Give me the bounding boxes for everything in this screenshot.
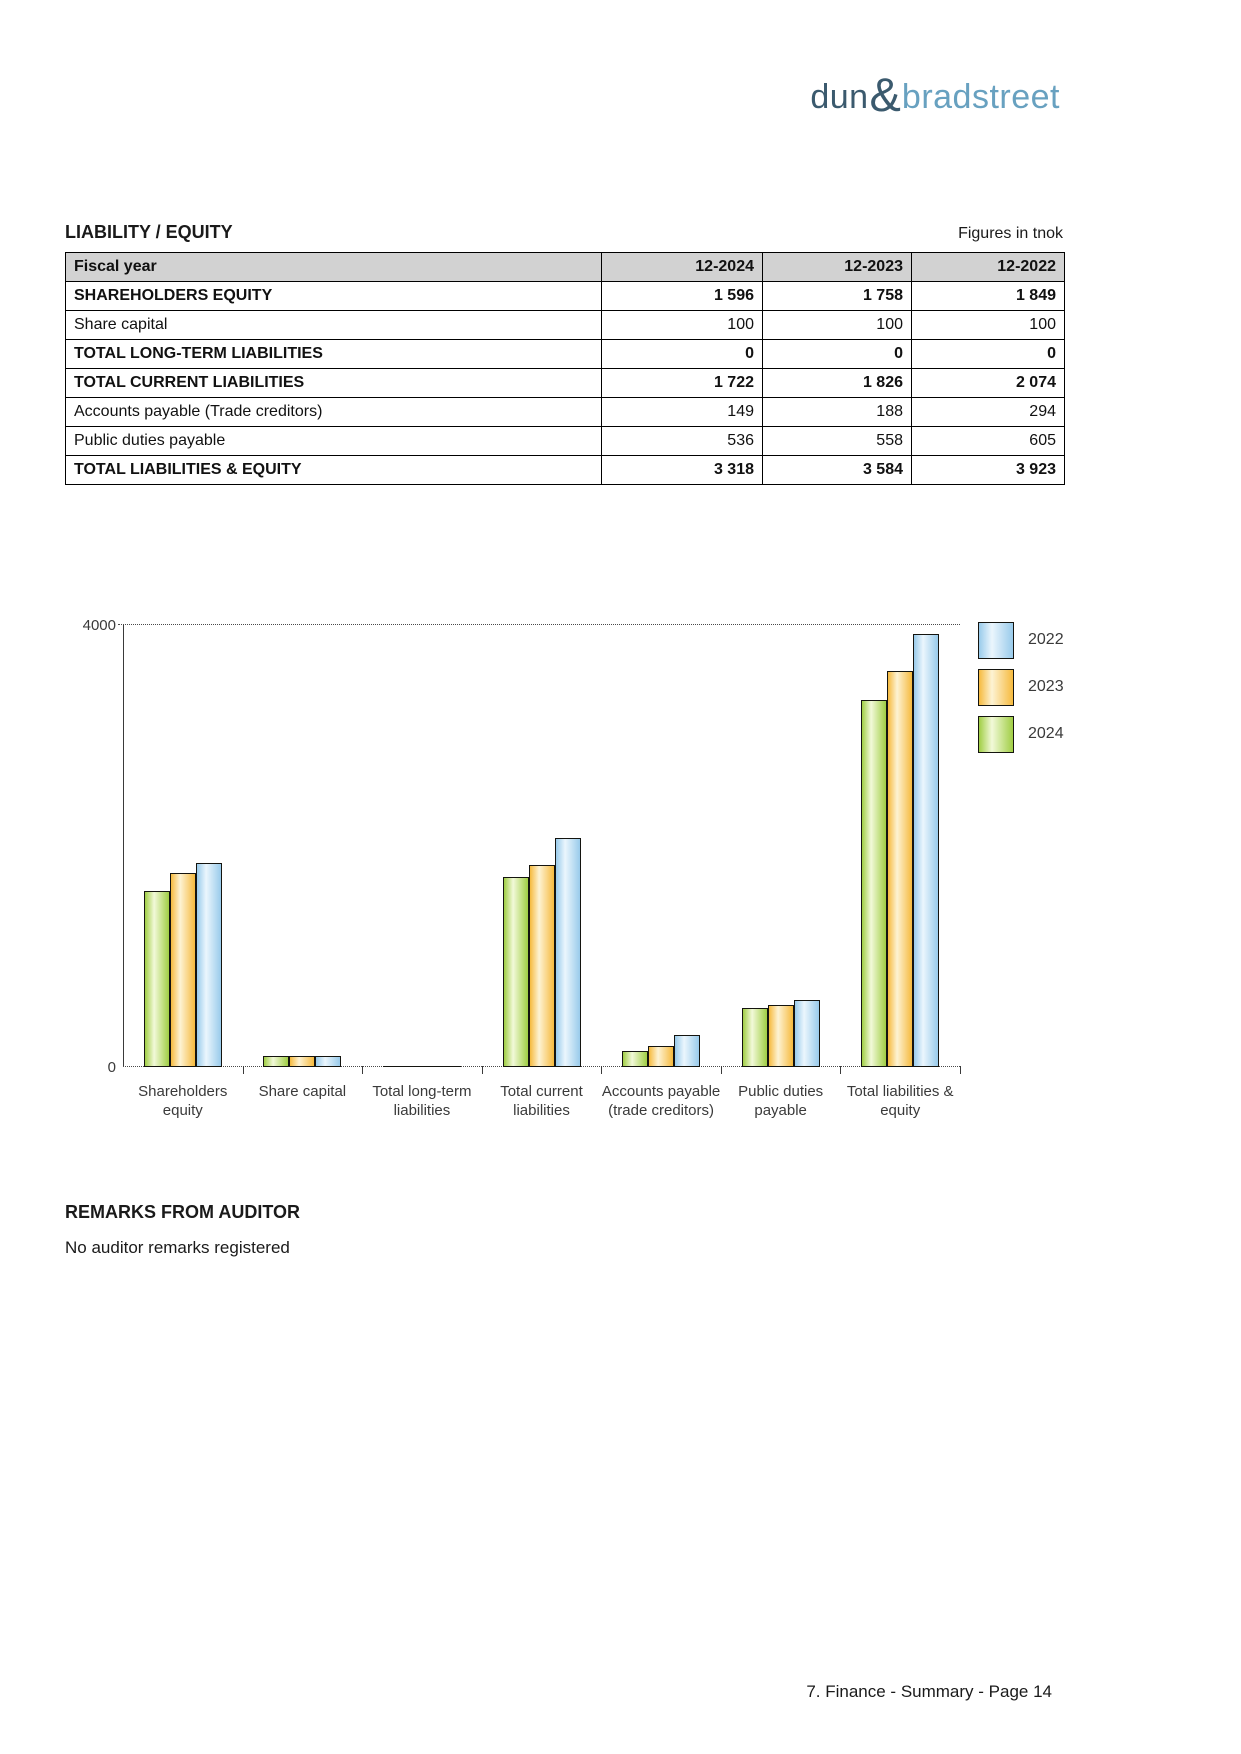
row-label: Share capital — [66, 311, 602, 340]
legend-swatch-2022 — [978, 622, 1014, 659]
row-value: 2 074 — [912, 369, 1065, 398]
chart-category-line: equity — [162, 1102, 203, 1119]
chart-category-line: Public duties — [738, 1083, 824, 1100]
chart-category-line: liabilities — [513, 1102, 570, 1119]
chart-category-line: Total long-term — [372, 1083, 472, 1100]
bar-2022-6 — [913, 634, 939, 1067]
bar-2024-6 — [861, 700, 887, 1067]
legend-label-2022: 2022 — [1028, 631, 1064, 648]
chart-category-line: Share capital — [258, 1083, 347, 1100]
row-value: 0 — [912, 340, 1065, 369]
row-value: 1 596 — [602, 282, 763, 311]
row-value: 0 — [602, 340, 763, 369]
bar-2024-5 — [742, 1008, 768, 1067]
row-value: 605 — [912, 427, 1065, 456]
bar-2024-0 — [144, 891, 170, 1067]
row-label: TOTAL LIABILITIES & EQUITY — [66, 456, 602, 485]
y-axis-tick-label-min: 0 — [107, 1059, 116, 1076]
page-title: LIABILITY / EQUITY — [65, 222, 233, 242]
x-axis-tick — [721, 1066, 722, 1074]
legend-swatch-2024 — [978, 716, 1014, 753]
x-axis-tick — [243, 1066, 244, 1074]
chart-category-line: equity — [880, 1102, 921, 1119]
row-value: 3 318 — [602, 456, 763, 485]
chart-category-line: payable — [754, 1102, 807, 1119]
bar-2023-1 — [289, 1056, 315, 1067]
row-value: 1 849 — [912, 282, 1065, 311]
x-axis-tick — [362, 1066, 363, 1074]
legend-swatch-2023 — [978, 669, 1014, 706]
y-axis-tick-label-max: 4000 — [82, 617, 116, 634]
bar-2023-6 — [887, 671, 913, 1067]
bar-2022-1 — [315, 1056, 341, 1067]
bar-2024-1 — [263, 1056, 289, 1067]
row-value: 294 — [912, 398, 1065, 427]
page-footer: 7. Finance - Summary - Page 14 — [806, 1682, 1052, 1701]
row-value: 3 923 — [912, 456, 1065, 485]
bar-2023-5 — [768, 1005, 794, 1067]
bar-2023-2 — [409, 1066, 435, 1067]
x-axis-tick — [960, 1066, 961, 1074]
chart-category-line: Accounts payable — [601, 1083, 721, 1100]
chart-category-line: Total liabilities & — [846, 1083, 954, 1100]
chart-category-label — [820, 1082, 980, 1120]
bar-2024-3 — [503, 877, 529, 1067]
x-axis-tick — [601, 1066, 602, 1074]
row-value: 1 758 — [763, 282, 912, 311]
bar-2022-3 — [555, 838, 581, 1067]
x-axis-tick — [840, 1066, 841, 1074]
row-label: Accounts payable (Trade creditors) — [66, 398, 602, 427]
row-label: TOTAL CURRENT LIABILITIES — [66, 369, 602, 398]
row-value: 558 — [763, 427, 912, 456]
bar-2022-5 — [794, 1000, 820, 1067]
table-header-cell: Fiscal year — [66, 253, 602, 282]
table-header-cell: 12-2022 — [912, 253, 1065, 282]
remarks-title: REMARKS FROM AUDITOR — [65, 1202, 300, 1222]
chart-category-line: Shareholders — [138, 1083, 228, 1100]
legend-label-2023: 2023 — [1028, 678, 1064, 695]
row-value: 1 826 — [763, 369, 912, 398]
bar-2023-3 — [529, 865, 555, 1067]
bar-2023-0 — [170, 873, 196, 1067]
row-value: 100 — [912, 311, 1065, 340]
row-value: 3 584 — [763, 456, 912, 485]
bar-2024-2 — [383, 1066, 409, 1067]
y-axis-line — [123, 625, 124, 1067]
row-label: SHAREHOLDERS EQUITY — [66, 282, 602, 311]
logo-ampersand-icon: & — [869, 68, 901, 121]
logo-text-dun: dun — [810, 78, 869, 116]
figures-unit-note: Figures in tnok — [958, 225, 1063, 242]
row-value: 100 — [602, 311, 763, 340]
bar-2023-4 — [648, 1046, 674, 1067]
row-value: 188 — [763, 398, 912, 427]
row-value: 149 — [602, 398, 763, 427]
row-value: 0 — [763, 340, 912, 369]
row-value: 100 — [763, 311, 912, 340]
row-label: TOTAL LONG-TERM LIABILITIES — [66, 340, 602, 369]
remarks-body: No auditor remarks registered — [65, 1238, 290, 1257]
chart-category-line: liabilities — [393, 1102, 451, 1119]
row-value: 536 — [602, 427, 763, 456]
table-header-cell: 12-2023 — [763, 253, 912, 282]
legend-label-2024: 2024 — [1028, 725, 1064, 742]
x-axis-tick — [482, 1066, 483, 1074]
table-header-cell: 12-2024 — [602, 253, 763, 282]
bar-2024-4 — [622, 1051, 648, 1067]
bar-2022-2 — [435, 1066, 461, 1067]
bar-2022-4 — [674, 1035, 700, 1067]
chart-category-line: (trade creditors) — [608, 1102, 714, 1119]
row-label: Public duties payable — [66, 427, 602, 456]
bar-2022-0 — [196, 863, 222, 1067]
logo-text-bradstreet: bradstreet — [901, 78, 1060, 116]
chart-category-line: Total current — [500, 1083, 583, 1100]
gridline-4000 — [118, 624, 960, 625]
row-value: 1 722 — [602, 369, 763, 398]
